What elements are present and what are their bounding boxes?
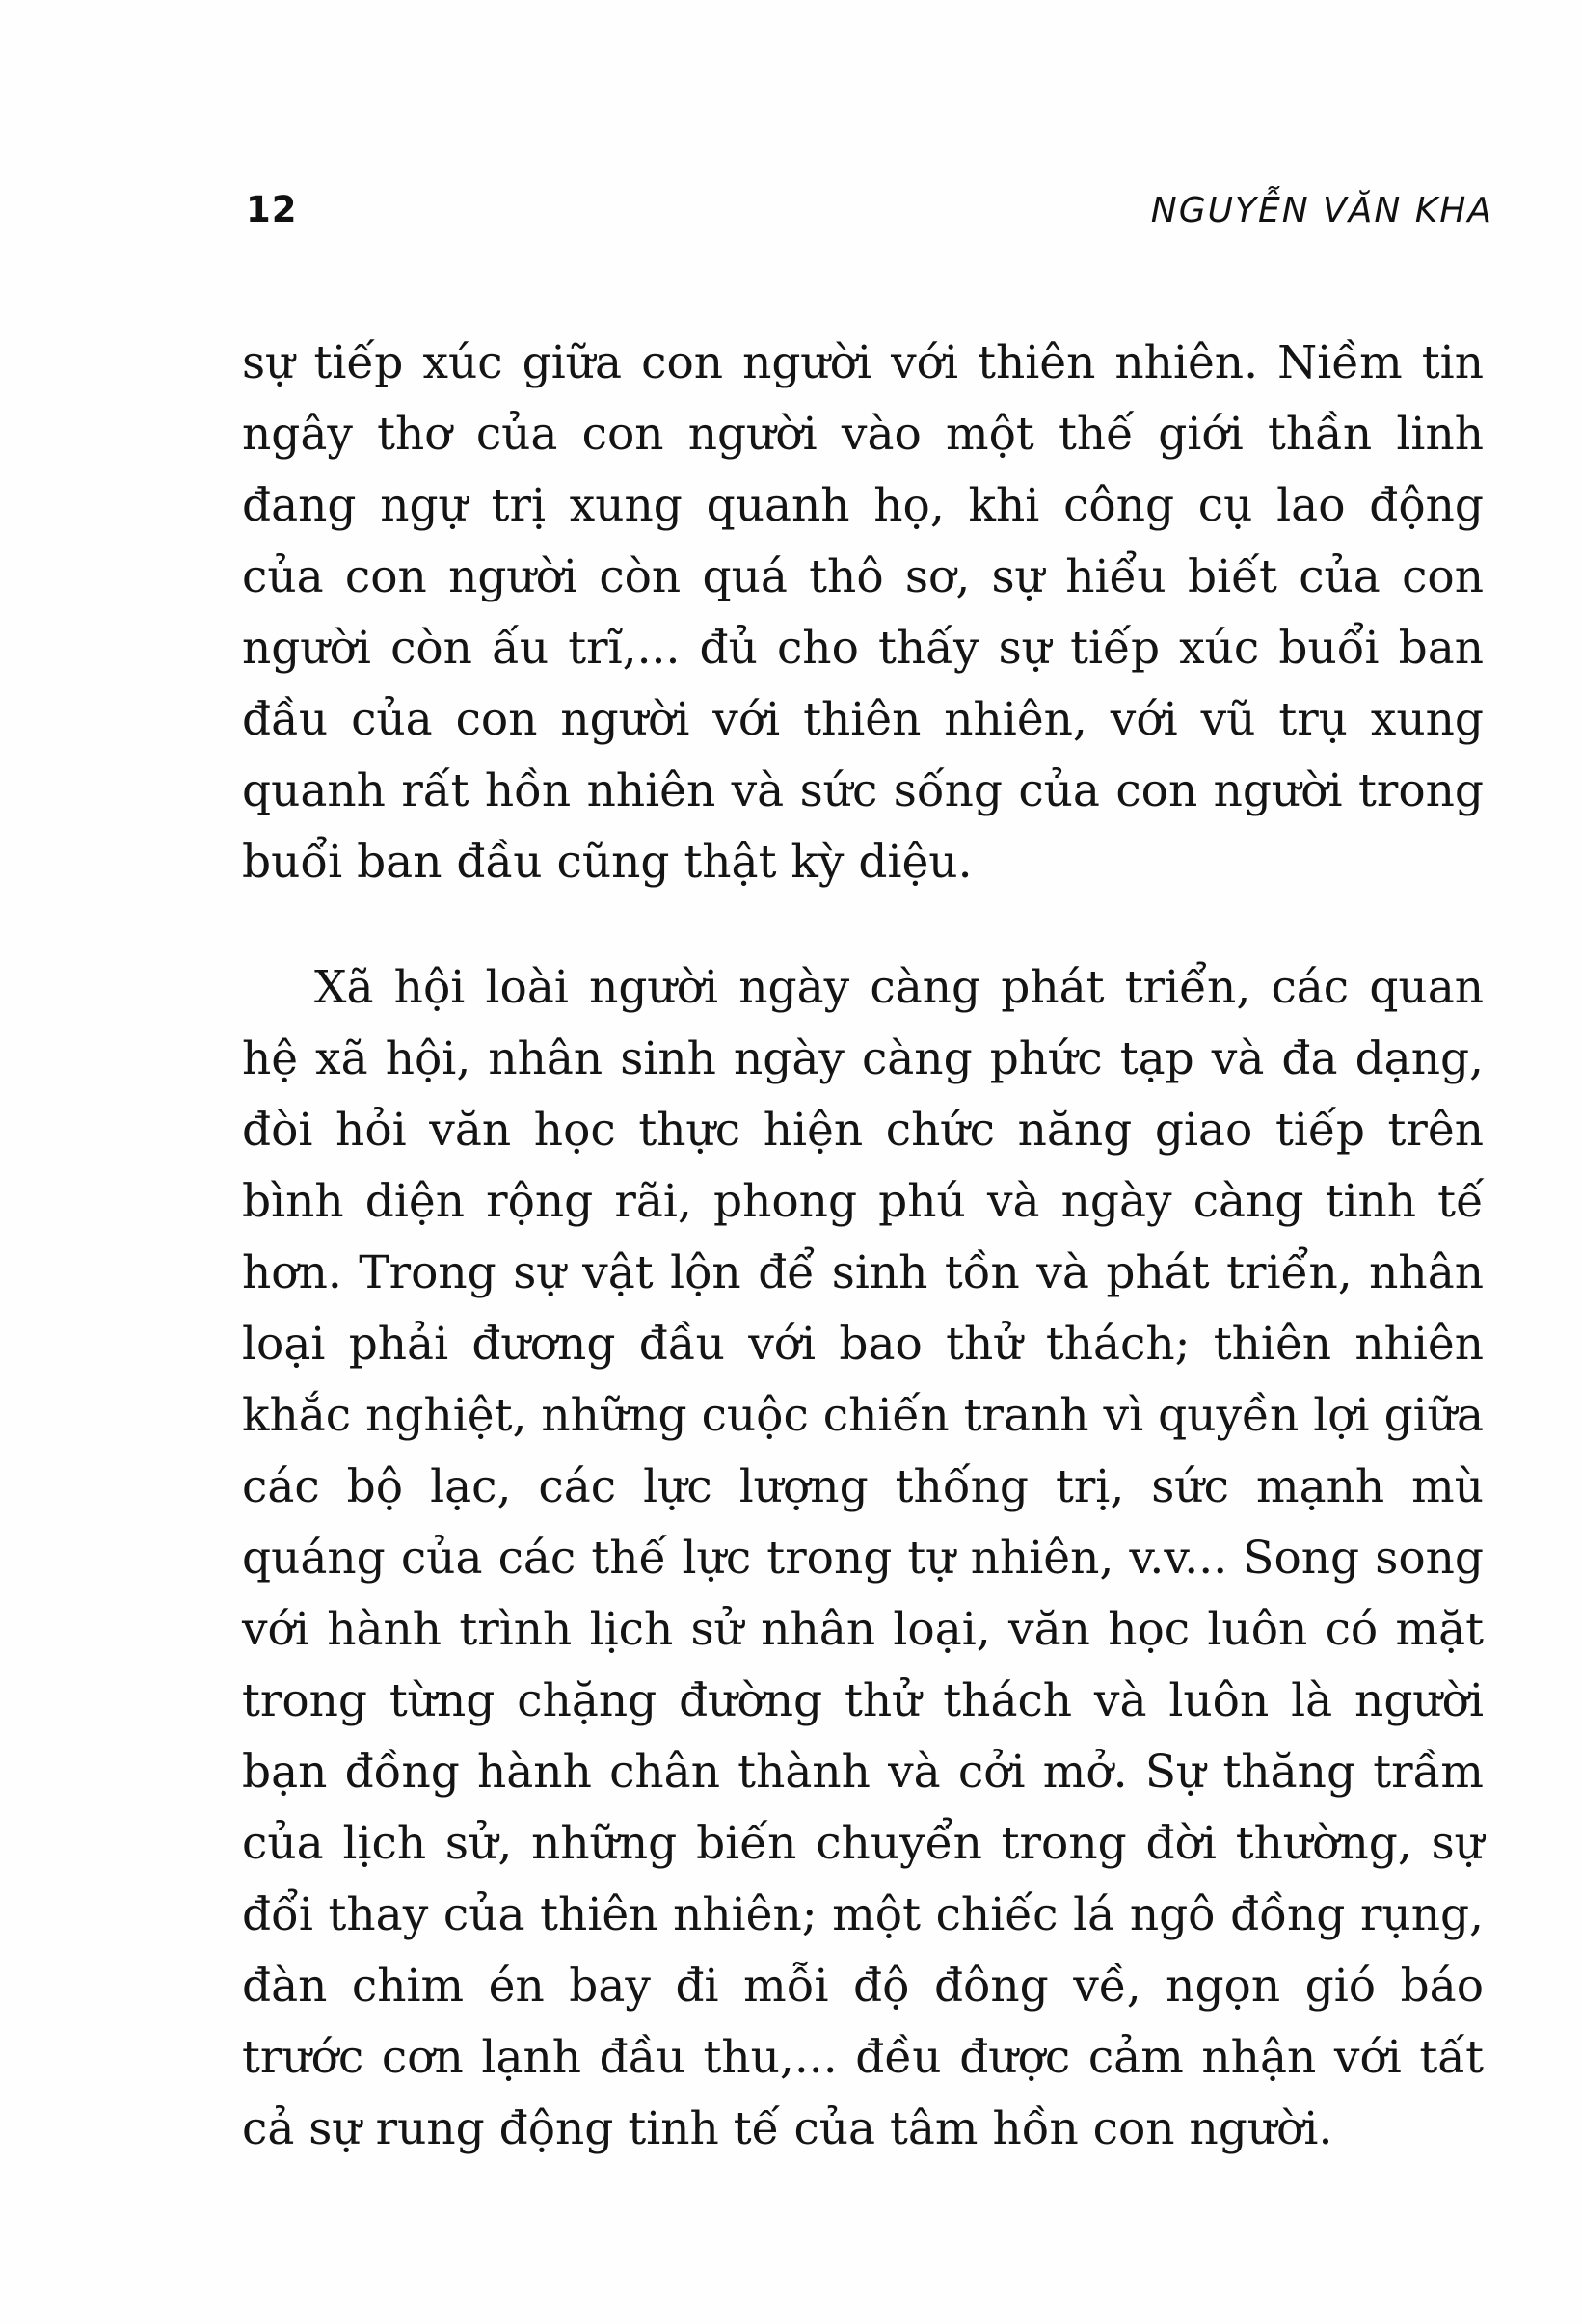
running-header — [246, 189, 1493, 239]
paragraph-1: sự tiếp xúc giữa con người với thiên nhiên. Niềm tin ngây thơ của con người vào một thế giới thần linh đang ngự trị xung quanh họ, khi công cụ lao động của con người còn quá thô sơ, sự hiểu biết của con người còn ấu trĩ,... đủ cho thấy sự tiếp xúc buổi ban đầu của con người với thiên nhiên, với vũ trụ xung quanh rất hồn nhiên và sức sống của con người trong buổi ban đầu cũng thật kỳ diệu. — [242, 336, 1484, 889]
body-text — [242, 328, 1484, 2165]
page-number: 12 — [246, 189, 298, 230]
author-name: NGUYỄN VĂN KHA — [1150, 191, 1493, 230]
paragraph-2: Xã hội loài người ngày càng phát triển, các quan hệ xã hội, nhân sinh ngày càng phức tạp và đa dạng, đòi hỏi văn học thực hiện chức năng giao tiếp trên bình diện rộng rãi, phong phú và ngày càng tinh tế hơn. Trong sự vật lộn để sinh tồn và phát triển, nhân loại phải đương đầu với bao thử thách; thiên nhiên khắc nghiệt, những cuộc chiến tranh vì quyền lợi giữa các bộ lạc, các lực lượng thống trị, sức mạnh mù quáng của các thế lực trong tự nhiên, v.v... Song song với hành trình lịch sử nhân loại, văn học luôn có mặt trong từng chặng đường thử thách và luôn là người bạn đồng hành chân thành và cởi mở. Sự thăng trầm của lịch sử, những biến chuyển trong đời thường, sự đổi thay của thiên nhiên; một chiếc lá ngô đồng rụng, đàn chim én bay đi mỗi độ đông về, ngọn gió báo trước cơn lạnh đầu thu,... đều được cảm nhận với tất cả sự rung động tinh tế của tâm hồn con người. — [242, 961, 1484, 2155]
